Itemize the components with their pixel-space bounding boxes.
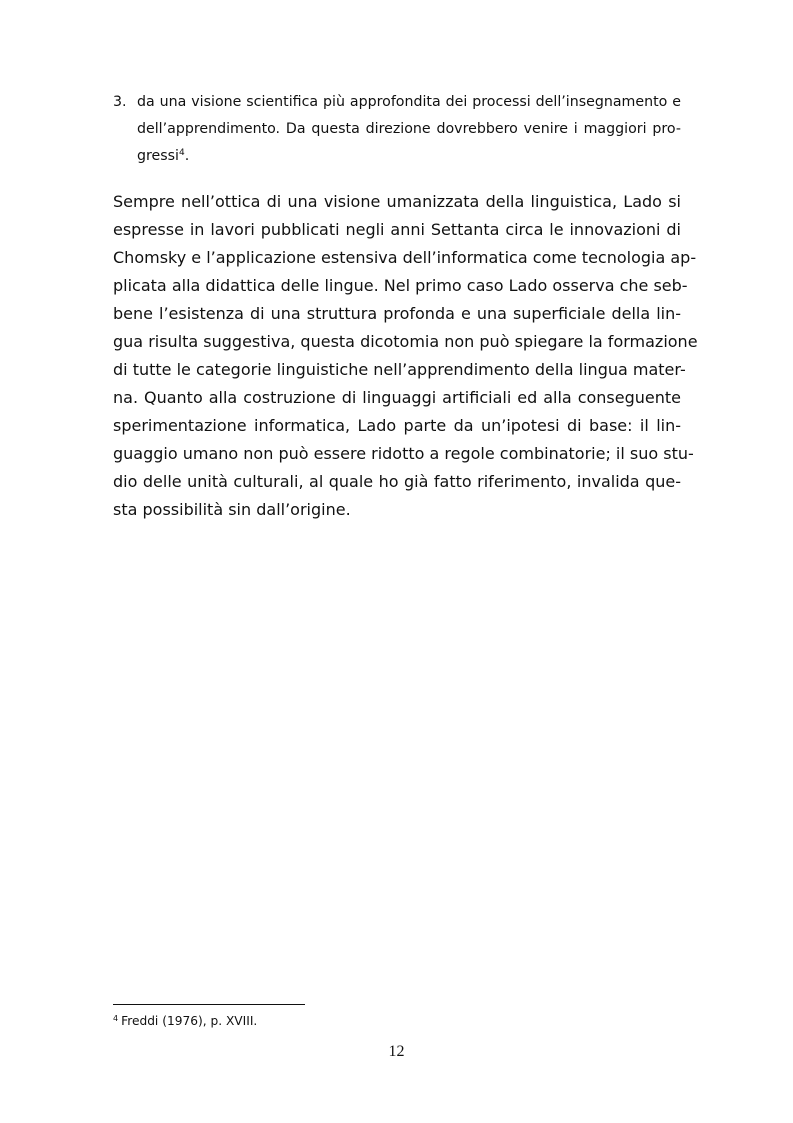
page-number: 12 [388, 1043, 405, 1060]
paragraph-line: di tutte le categorie linguistiche nell’apprendimento della lingua mater- [113, 360, 686, 379]
footnote [113, 1013, 257, 1029]
paragraph-line: na. Quanto alla costruzione di linguaggi artificiali ed alla conseguente [113, 388, 681, 407]
paragraph-line: Chomsky e l’applicazione estensiva dell’informatica come tecnologia ap- [113, 248, 697, 267]
list-item-number: 3. [113, 94, 127, 110]
paragraph-line: dio delle unità culturali, al quale ho già fatto riferimento, invalida que- [113, 472, 681, 491]
paragraph-line: Sempre nell’ottica di una visione umanizzata della linguistica, Lado si [113, 192, 681, 211]
list-item-line-text: gressi [137, 148, 179, 164]
list-item-line: da una visione scientifica più approfondita dei processi dell’insegnamento e [137, 94, 681, 110]
list-item-text [137, 89, 681, 170]
list-item-end-punctuation: . [184, 148, 190, 164]
paragraph-line: guaggio umano non può essere ridotto a regole combinatorie; il suo stu- [113, 444, 694, 463]
body-paragraph [113, 188, 698, 524]
paragraph-line: gua risulta suggestiva, questa dicotomia non può spiegare la formazione [113, 332, 698, 351]
paragraph-line: sta possibilità sin dall’origine. [113, 500, 351, 519]
paragraph-line: plicata alla didattica delle lingue. Nel primo caso Lado osserva che seb- [113, 276, 688, 295]
footnote-reference: 4 [178, 148, 185, 158]
list-item-line [137, 143, 681, 170]
footnote-separator [113, 1004, 305, 1005]
footnote-text: Freddi (1976), p. XVIII. [121, 1014, 258, 1028]
footnote-marker: 4 [113, 1014, 119, 1023]
paragraph-line: espresse in lavori pubblicati negli anni Settanta circa le innovazioni di [113, 220, 681, 239]
paragraph-line: sperimentazione informatica, Lado parte da un’ipotesi di base: il lin- [113, 416, 681, 435]
list-item-line: dell’apprendimento. Da questa direzione dovrebbero venire i maggiori pro- [137, 121, 681, 137]
paragraph-line: bene l’esistenza di una struttura profonda e una superficiale della lin- [113, 304, 681, 323]
